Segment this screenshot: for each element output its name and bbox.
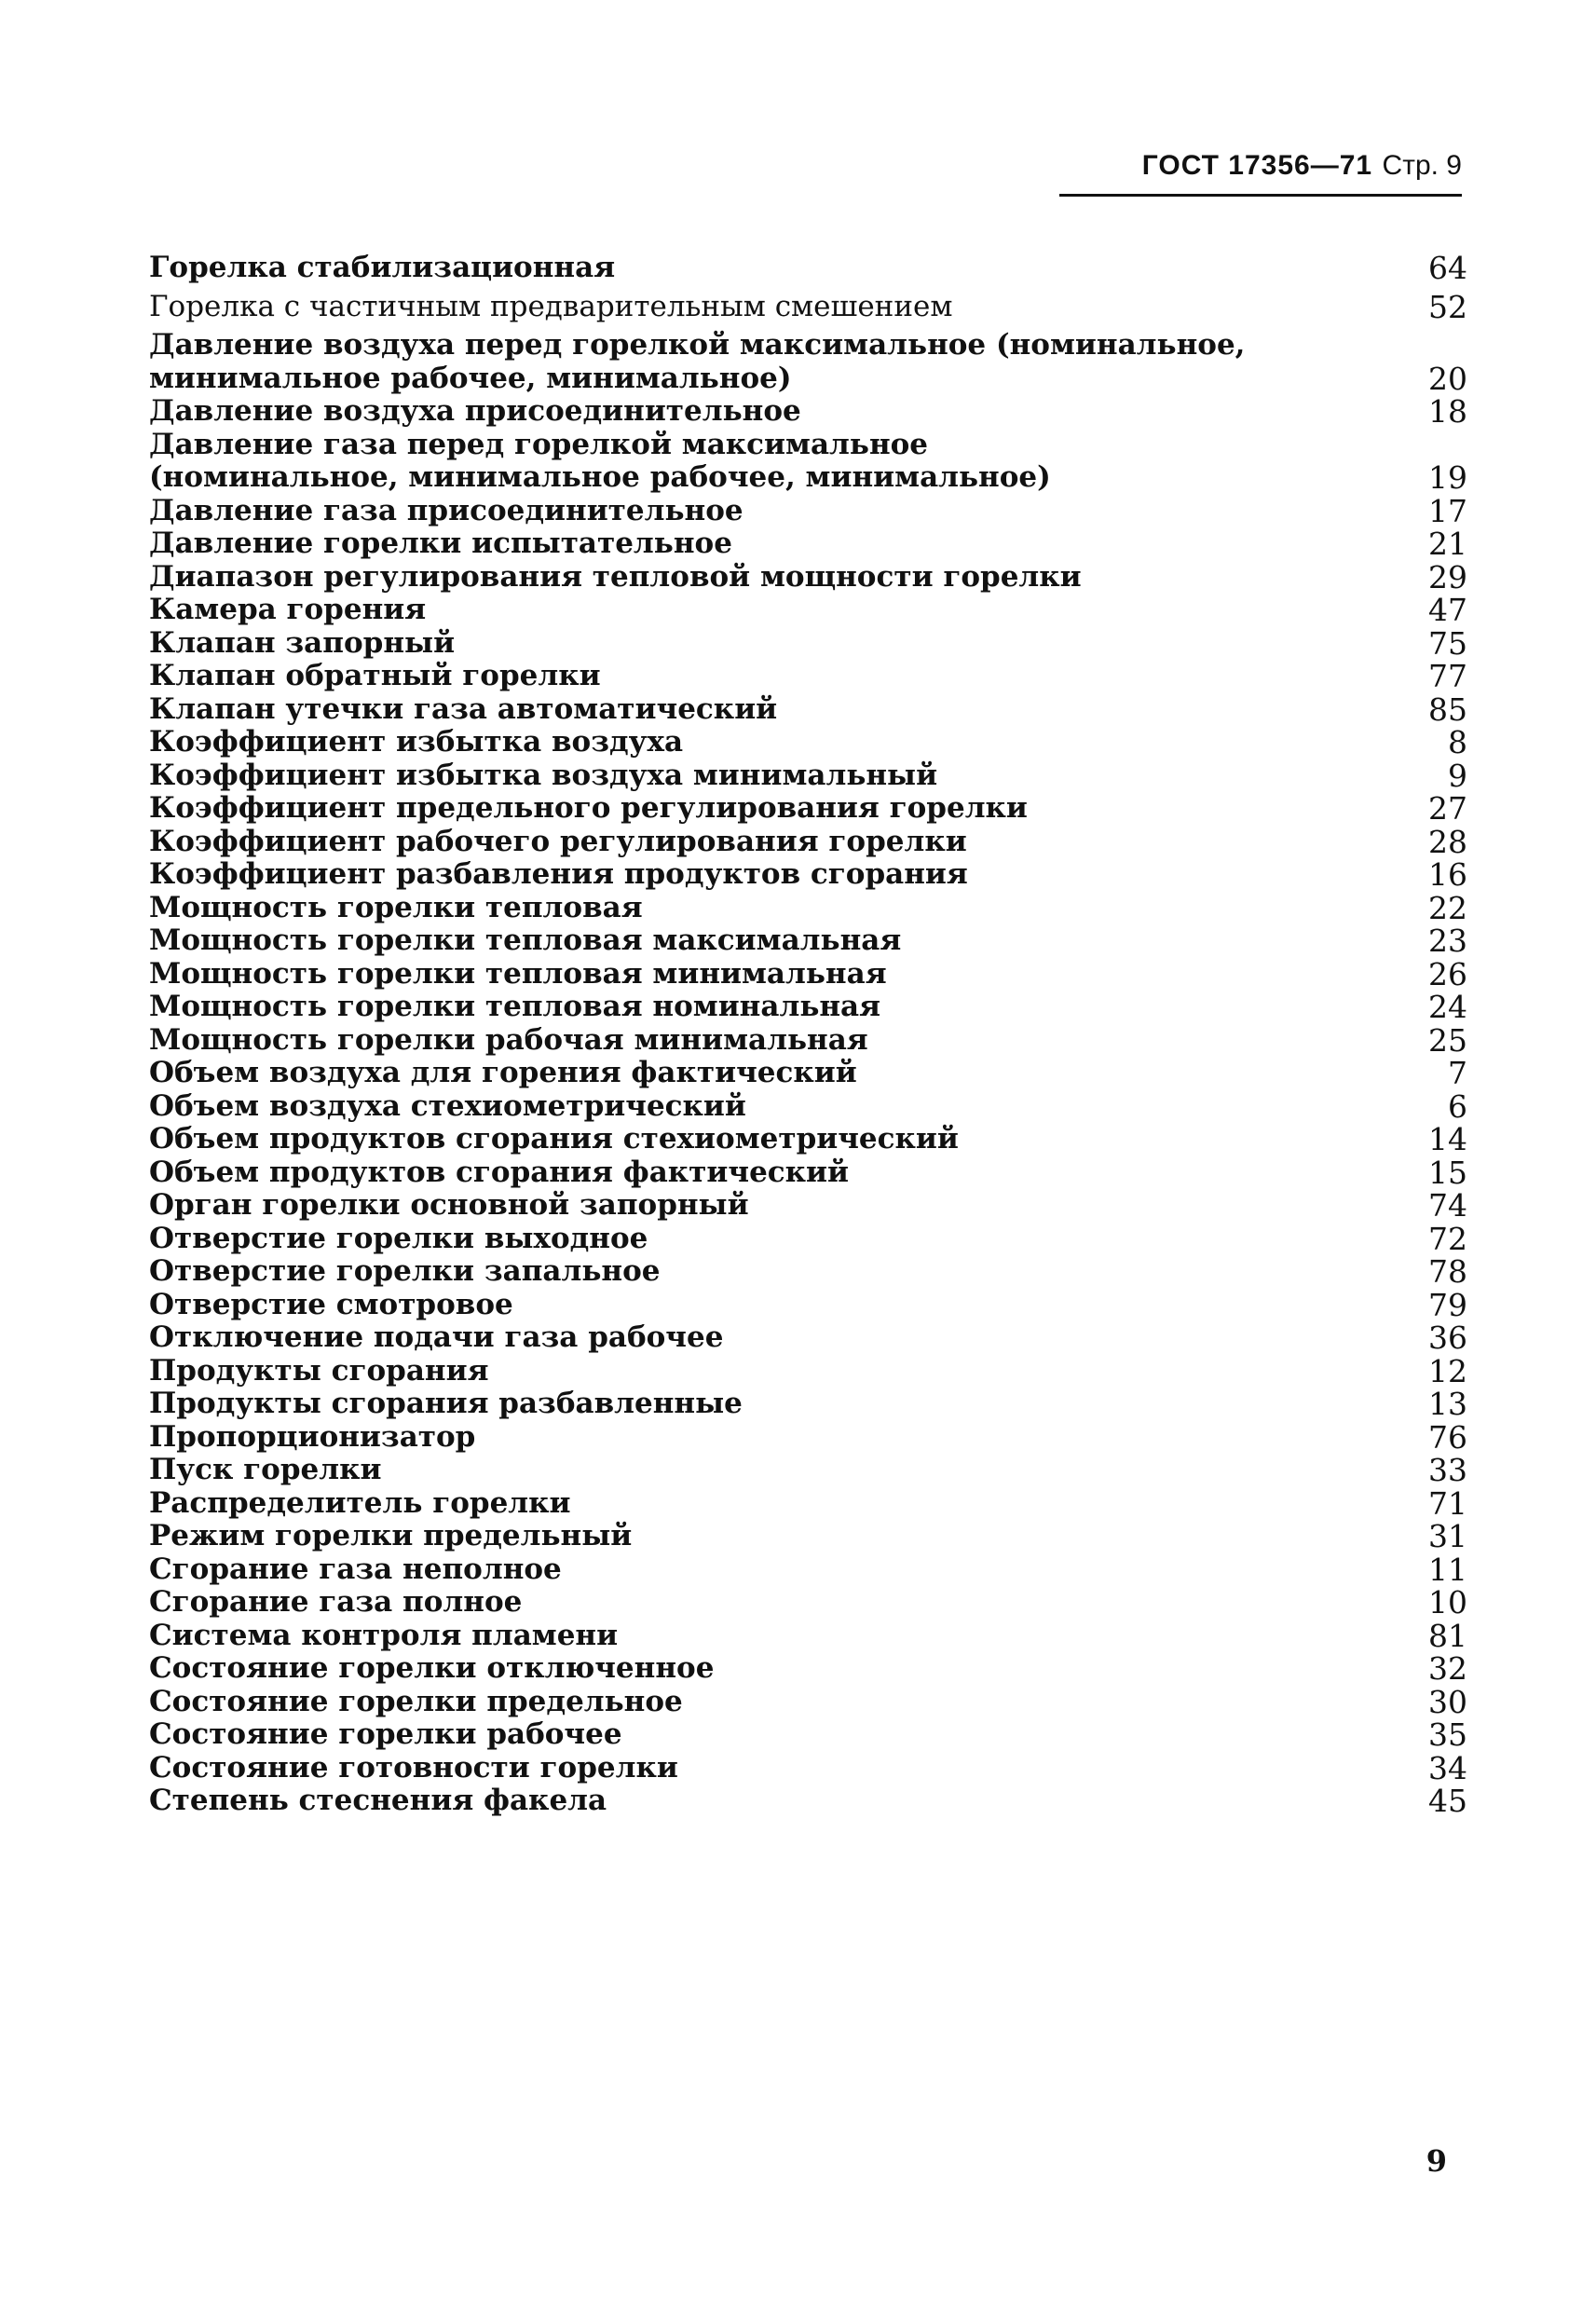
index-term: Горелка стабилизационная (149, 251, 616, 284)
index-term-number: 21 (1428, 526, 1467, 562)
index-entry (149, 889, 1467, 926)
index-term: Давление воздуха перед горелкой максимальное (номинальное, минимальное рабочее, минимальное) (149, 328, 1246, 395)
index-entry (149, 1286, 1467, 1323)
index-term: Мощность горелки тепловая номинальная (149, 990, 881, 1023)
index-term-number: 52 (1428, 288, 1467, 325)
index-term-number: 7 (1448, 1055, 1467, 1091)
page-number: 9 (1425, 2143, 1447, 2179)
index-entry (149, 1553, 1467, 1587)
index-term: Коэффициент разбавления продуктов сгорания (149, 857, 968, 891)
index-term: Продукты сгорания (149, 1353, 489, 1388)
index-term-number: 81 (1428, 1617, 1467, 1654)
index-term-number: 71 (1428, 1484, 1467, 1522)
index-term-number: 75 (1428, 624, 1467, 662)
index-entry (149, 1087, 1467, 1125)
index-term: Состояние горелки отключенное (149, 1651, 715, 1685)
running-header (1142, 149, 1462, 182)
index-term: Система контроля пламени (149, 1618, 619, 1652)
index-entry (149, 1388, 1467, 1421)
index-term: Объем продуктов сгорания стехиометрический (149, 1122, 959, 1156)
index-term-number: 78 (1428, 1253, 1467, 1290)
index-term-number: 32 (1428, 1650, 1467, 1687)
index-term-number: 9 (1448, 757, 1467, 794)
index-term: Клапан обратный горелки (149, 659, 601, 692)
index-entry (149, 1057, 1467, 1090)
index-term: Орган горелки основной запорный (149, 1188, 749, 1222)
index-term: Давление горелки испытательное (149, 526, 732, 560)
index-entry (149, 1520, 1467, 1553)
index-term: Коэффициент рабочего регулирования горелки (149, 824, 967, 858)
index-term: Распределитель горелки (149, 1485, 571, 1520)
index-entry (149, 693, 1467, 727)
index-term-number: 15 (1428, 1154, 1467, 1191)
index-term-number: 79 (1428, 1286, 1467, 1323)
index-entry (149, 1189, 1467, 1223)
index-term: Горелка с частичным предварительным смешением (149, 289, 953, 323)
index-entry (149, 1683, 1467, 1720)
index-entry (149, 624, 1467, 662)
index-term-number: 25 (1428, 1021, 1467, 1059)
index-entry (149, 252, 1467, 285)
index-term-number: 85 (1428, 691, 1467, 728)
index-term-number: 27 (1428, 790, 1467, 827)
index-term: Коэффициент избытка воздуха минимальный (149, 758, 938, 792)
index-term: Сгорание газа полное (149, 1585, 523, 1619)
index-term-number: 16 (1428, 856, 1467, 893)
index-term-number: 33 (1428, 1452, 1467, 1488)
index-term-number: 20 (1428, 360, 1467, 397)
index-entry (149, 1652, 1467, 1686)
index-term-number: 31 (1428, 1518, 1467, 1554)
index-term: Состояние горелки предельное (149, 1684, 683, 1718)
index-entry (149, 395, 1467, 429)
index-term: Объем воздуха для горения фактический (149, 1056, 857, 1089)
index-entry (149, 288, 1467, 325)
index-term: Давление газа присоединительное (149, 493, 743, 527)
index-entry (149, 858, 1467, 892)
index-term: Давление газа перед горелкой максимальное (номинальное, минимальное рабочее, минимальное) (149, 427, 1051, 494)
index-entry (149, 429, 1467, 495)
index-term: Пуск горелки (149, 1453, 382, 1486)
index-term-number: 24 (1428, 989, 1467, 1025)
index-term: Режим горелки предельный (149, 1519, 633, 1552)
index-term: Состояние горелки рабочее (149, 1717, 622, 1751)
index-entry (149, 1321, 1467, 1355)
page-label: Стр. 9 (1382, 150, 1462, 181)
index-term-number: 26 (1428, 955, 1467, 992)
index-term-number: 72 (1428, 1220, 1467, 1257)
index-term-number: 74 (1428, 1187, 1467, 1224)
index-entry (149, 660, 1467, 693)
index-term: Коэффициент предельного регулирования горелки (149, 791, 1028, 825)
index-entry (149, 955, 1467, 992)
index-entry (149, 594, 1467, 627)
index-term-number: 47 (1428, 592, 1467, 628)
index-entry (149, 823, 1467, 860)
index-term-number: 22 (1428, 889, 1467, 926)
index-entry (149, 1749, 1467, 1786)
index-entry (149, 924, 1467, 958)
index-term: Объем продуктов сгорания фактический (149, 1155, 850, 1189)
index-term-number: 10 (1428, 1584, 1467, 1620)
standard-designation: ГОСТ 17356—71 (1141, 150, 1373, 181)
index-term: Давление воздуха присоединительное (149, 394, 801, 428)
index-term-number: 23 (1428, 923, 1467, 959)
index-term: Мощность горелки тепловая максимальная (149, 923, 902, 957)
index-term: Отверстие горелки запальное (149, 1254, 661, 1288)
index-entry (149, 1220, 1467, 1257)
header-rule (1059, 194, 1462, 197)
index-entry (149, 1255, 1467, 1289)
index-term-number: 28 (1428, 823, 1467, 860)
index-term: Клапан запорный (149, 625, 456, 660)
index-term-number: 30 (1428, 1683, 1467, 1720)
index-term: Состояние готовности горелки (149, 1750, 678, 1785)
index-entry (149, 558, 1467, 595)
index-entry (149, 1617, 1467, 1654)
index-term-number: 8 (1448, 724, 1467, 760)
index-entry (149, 527, 1467, 561)
index-term: Диапазон регулирования тепловой мощности горелки (149, 559, 1082, 594)
index-term-number: 64 (1428, 250, 1467, 286)
index-entry (149, 792, 1467, 826)
index-term-number: 19 (1428, 459, 1467, 496)
index-entry (149, 1586, 1467, 1620)
index-term-number: 76 (1428, 1418, 1467, 1456)
index-term: Коэффициент избытка воздуха (149, 725, 684, 759)
index-term: Степень стеснения факела (149, 1784, 607, 1817)
index-entry (149, 1123, 1467, 1156)
index-term: Клапан утечки газа автоматический (149, 691, 778, 726)
index-term-number: 18 (1428, 393, 1467, 430)
index-term-number: 36 (1428, 1320, 1467, 1356)
index-term-number: 45 (1428, 1783, 1467, 1819)
index-entry (149, 1021, 1467, 1059)
index-term-number: 13 (1428, 1386, 1467, 1422)
index-entry (149, 1718, 1467, 1752)
index-term-number: 77 (1428, 658, 1467, 694)
index-entry (149, 1454, 1467, 1487)
index-term: Продукты сгорания разбавленные (149, 1387, 743, 1420)
index-term-number: 12 (1428, 1352, 1467, 1389)
index-entry (149, 1785, 1467, 1818)
index-entry (149, 759, 1467, 793)
index-entry (149, 492, 1467, 529)
index-term-number: 29 (1428, 558, 1467, 595)
index-term-number: 11 (1428, 1551, 1467, 1588)
index-term: Отключение подачи газа рабочее (149, 1320, 724, 1354)
index-term-number: 14 (1428, 1121, 1467, 1157)
index-term-number: 17 (1428, 492, 1467, 529)
index-term: Мощность горелки тепловая (149, 890, 643, 924)
index-entry (149, 329, 1467, 395)
index-entry (149, 1352, 1467, 1389)
index-entry (149, 1418, 1467, 1456)
index-term: Мощность горелки тепловая минимальная (149, 956, 887, 991)
index-entry (149, 1156, 1467, 1190)
index-term-number: 6 (1448, 1087, 1467, 1125)
index-term: Отверстие горелки выходное (149, 1221, 648, 1255)
term-index (149, 252, 1467, 1818)
index-term: Пропорционизатор (149, 1419, 476, 1454)
index-term: Сгорание газа неполное (149, 1552, 562, 1586)
index-term: Мощность горелки рабочая минимальная (149, 1022, 868, 1057)
index-term: Отверстие смотровое (149, 1287, 513, 1321)
index-term-number: 35 (1428, 1716, 1467, 1753)
index-entry (149, 1484, 1467, 1522)
index-term-number: 34 (1428, 1749, 1467, 1786)
index-term: Камера горения (149, 593, 427, 626)
index-term: Объем воздуха стехиометрический (149, 1088, 746, 1123)
index-entry (149, 726, 1467, 759)
index-entry (149, 991, 1467, 1024)
